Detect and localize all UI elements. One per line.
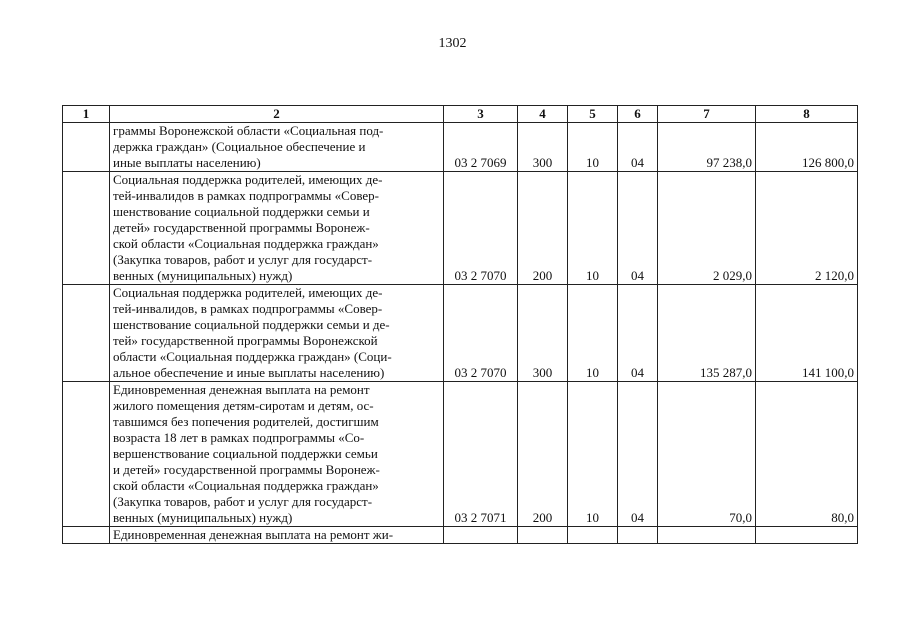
row-number-cell <box>63 285 110 382</box>
target-article-cell <box>444 527 518 544</box>
item-name-cell: Единовременная денежная выплата на ремонт жилого помещения детям-сиротам и детям, ос- тавшимся без попечения родителей, достигшим возраста 18 лет в рамках подпрограммы «Со- вершенствование социальной поддержки семьи и детей» государственной программы Воронеж- ской области «Социальная поддержка граждан» (Закупка товаров, работ и услуг для государст- венных (муниципальных) нужд) <box>110 382 444 527</box>
row-number-cell <box>63 172 110 285</box>
header-col-2: 2 <box>110 106 444 123</box>
header-col-6: 6 <box>618 106 658 123</box>
item-name-cell: Социальная поддержка родителей, имеющих де- тей-инвалидов в рамках подпрограммы «Совер- шенствование социальной поддержки семьи и детей» государственной программы Воронеж- ской области «Социальная поддержка граждан» (Закупка товаров, работ и услуг для государст- венных (муниципальных) нужд) <box>110 172 444 285</box>
section-cell: 10 <box>568 285 618 382</box>
header-col-1: 1 <box>63 106 110 123</box>
header-col-3: 3 <box>444 106 518 123</box>
header-col-7: 7 <box>658 106 756 123</box>
header-col-5: 5 <box>568 106 618 123</box>
amount-col8-cell: 141 100,0 <box>756 285 858 382</box>
amount-col7-cell: 2 029,0 <box>658 172 756 285</box>
subsection-cell: 04 <box>618 382 658 527</box>
amount-col8-cell: 80,0 <box>756 382 858 527</box>
amount-col7-cell: 97 238,0 <box>658 123 756 172</box>
item-name-cell: Социальная поддержка родителей, имеющих де- тей-инвалидов, в рамках подпрограммы «Совер- шенствование социальной поддержки семьи и де- тей» государственной программы Воронежской области «Социальная поддержка граждан» (Соци- альное обеспечение и иные выплаты населению) <box>110 285 444 382</box>
subsection-cell: 04 <box>618 172 658 285</box>
amount-col7-cell: 135 287,0 <box>658 285 756 382</box>
table-row <box>63 285 858 382</box>
amount-col8-cell <box>756 527 858 544</box>
item-name-cell: Единовременная денежная выплата на ремонт жи- <box>110 527 444 544</box>
target-article-cell: 03 2 7070 <box>444 285 518 382</box>
table-row <box>63 382 858 527</box>
budget-table <box>62 105 858 544</box>
section-cell: 10 <box>568 172 618 285</box>
header-col-8: 8 <box>756 106 858 123</box>
table-row <box>63 527 858 544</box>
table-row <box>63 172 858 285</box>
amount-col7-cell: 70,0 <box>658 382 756 527</box>
target-article-cell: 03 2 7071 <box>444 382 518 527</box>
amount-col8-cell: 2 120,0 <box>756 172 858 285</box>
expense-type-cell: 200 <box>518 172 568 285</box>
target-article-cell: 03 2 7070 <box>444 172 518 285</box>
expense-type-cell <box>518 527 568 544</box>
subsection-cell: 04 <box>618 123 658 172</box>
subsection-cell <box>618 527 658 544</box>
page-number: 1302 <box>438 36 467 51</box>
section-cell <box>568 527 618 544</box>
item-name-cell: граммы Воронежской области «Социальная под- держка граждан» (Социальное обеспечение и иные выплаты населению) <box>110 123 444 172</box>
amount-col8-cell: 126 800,0 <box>756 123 858 172</box>
header-col-4: 4 <box>518 106 568 123</box>
amount-col7-cell <box>658 527 756 544</box>
row-number-cell <box>63 123 110 172</box>
expense-type-cell: 200 <box>518 382 568 527</box>
section-cell: 10 <box>568 382 618 527</box>
row-number-cell <box>63 527 110 544</box>
section-cell: 10 <box>568 123 618 172</box>
subsection-cell: 04 <box>618 285 658 382</box>
row-number-cell <box>63 382 110 527</box>
expense-type-cell: 300 <box>518 123 568 172</box>
table-row <box>63 123 858 172</box>
target-article-cell: 03 2 7069 <box>444 123 518 172</box>
header-row <box>63 106 858 123</box>
expense-type-cell: 300 <box>518 285 568 382</box>
